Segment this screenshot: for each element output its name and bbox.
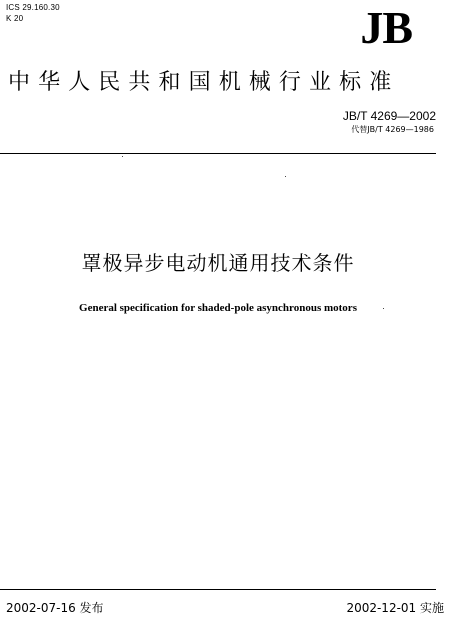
replaces-standard: 代替JB/T 4269—1986 (351, 125, 434, 134)
implementation-date: 2002-12-01 实施 (346, 601, 444, 615)
standard-title: 中华人民共和国机械行业标准 (8, 70, 400, 95)
scan-speck (285, 176, 286, 177)
standard-number: JB/T 4269—2002 (342, 109, 436, 123)
scan-speck (122, 156, 123, 157)
document-title-chinese: 罩极异步电动机通用技术条件 (81, 251, 355, 275)
document-title-english: General specification for shaded-pole asynchronous motors (79, 302, 357, 314)
scan-speck (383, 308, 384, 309)
jb-logo: JB (360, 2, 412, 53)
issue-date: 2002-07-16 发布 (6, 601, 104, 615)
top-divider (0, 153, 436, 154)
ics-code: ICS 29.160.30 (6, 3, 60, 12)
classification-code: K 20 (6, 14, 24, 23)
bottom-divider (0, 589, 436, 590)
